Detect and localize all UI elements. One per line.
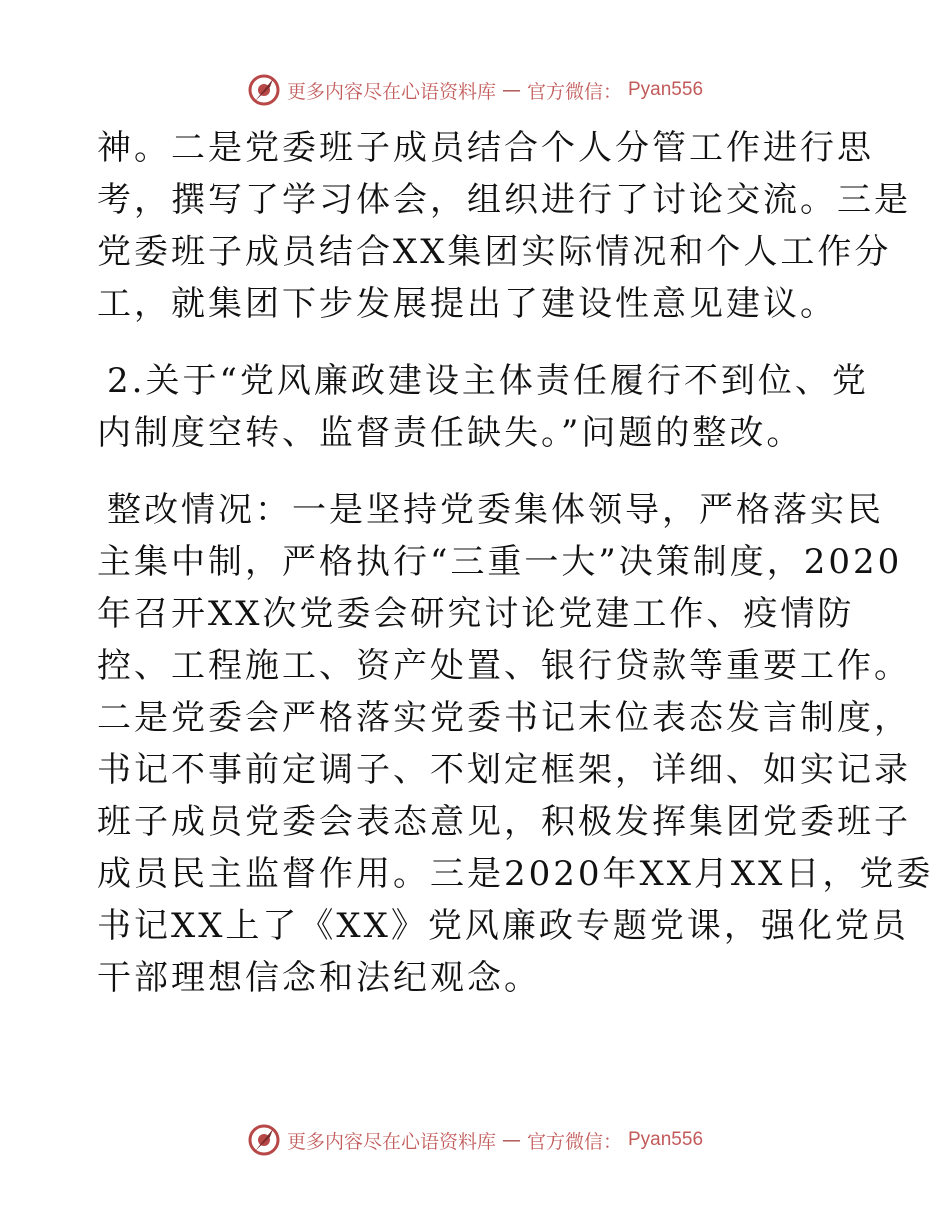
text-line: 班子成员党委会表态意见，积极发挥集团党委班子: [97, 802, 911, 842]
footer-banner: [0, 1120, 950, 1160]
text-line: 党委班子成员结合XX集团实际情况和个人工作分: [97, 232, 892, 272]
header-separator: —: [501, 79, 521, 101]
text-line: 整改情况：一是坚持党委集体领导，严格落实民: [107, 490, 884, 530]
footer-contact-label: 官方微信：: [526, 1130, 622, 1153]
text-line: 书记XX上了《XX》党风廉政专题党课，强化党员: [97, 906, 909, 946]
header-contact-id: Pyan556: [628, 79, 704, 100]
text-line: 成员民主监督作用。三是2020年XX月XX日，党委: [97, 854, 934, 894]
document-body: [97, 122, 934, 1004]
paragraph: [97, 122, 911, 330]
header-banner-text: 更多内容尽在心语资料库: [286, 80, 496, 103]
paragraph: [97, 355, 869, 459]
text-line: 考，撰写了学习体会，组织进行了讨论交流。三是: [97, 180, 911, 220]
quill-logo-icon: [247, 1123, 281, 1157]
header-contact-label: 官方微信：: [526, 80, 622, 103]
text-line: 内制度空转、监督责任缺失。”问题的整改。: [97, 413, 804, 453]
paragraph: [97, 484, 934, 1004]
text-line: 2.关于“党风廉政建设主体责任履行不到位、党: [107, 361, 869, 401]
text-line: 书记不事前定调子、不划定框架，详细、如实记录: [97, 750, 911, 790]
text-line: 工，就集团下步发展提出了建设性意见建议。: [97, 284, 837, 324]
footer-separator: —: [501, 1129, 521, 1151]
text-line: 神。二是党委班子成员结合个人分管工作进行思: [97, 128, 874, 168]
header-banner: [0, 70, 950, 110]
footer-contact-id: Pyan556: [628, 1129, 704, 1150]
quill-logo-icon: [247, 73, 281, 107]
text-line: 二是党委会严格落实党委书记末位表态发言制度，: [97, 698, 911, 738]
text-line: 主集中制，严格执行“三重一大”决策制度，2020: [97, 542, 903, 582]
text-line: 控、工程施工、资产处置、银行贷款等重要工作。: [97, 646, 911, 686]
text-line: 干部理想信念和法纪观念。: [97, 958, 541, 998]
text-line: 年召开XX次党委会研究讨论党建工作、疫情防: [97, 594, 855, 634]
footer-banner-text: 更多内容尽在心语资料库: [286, 1130, 496, 1153]
